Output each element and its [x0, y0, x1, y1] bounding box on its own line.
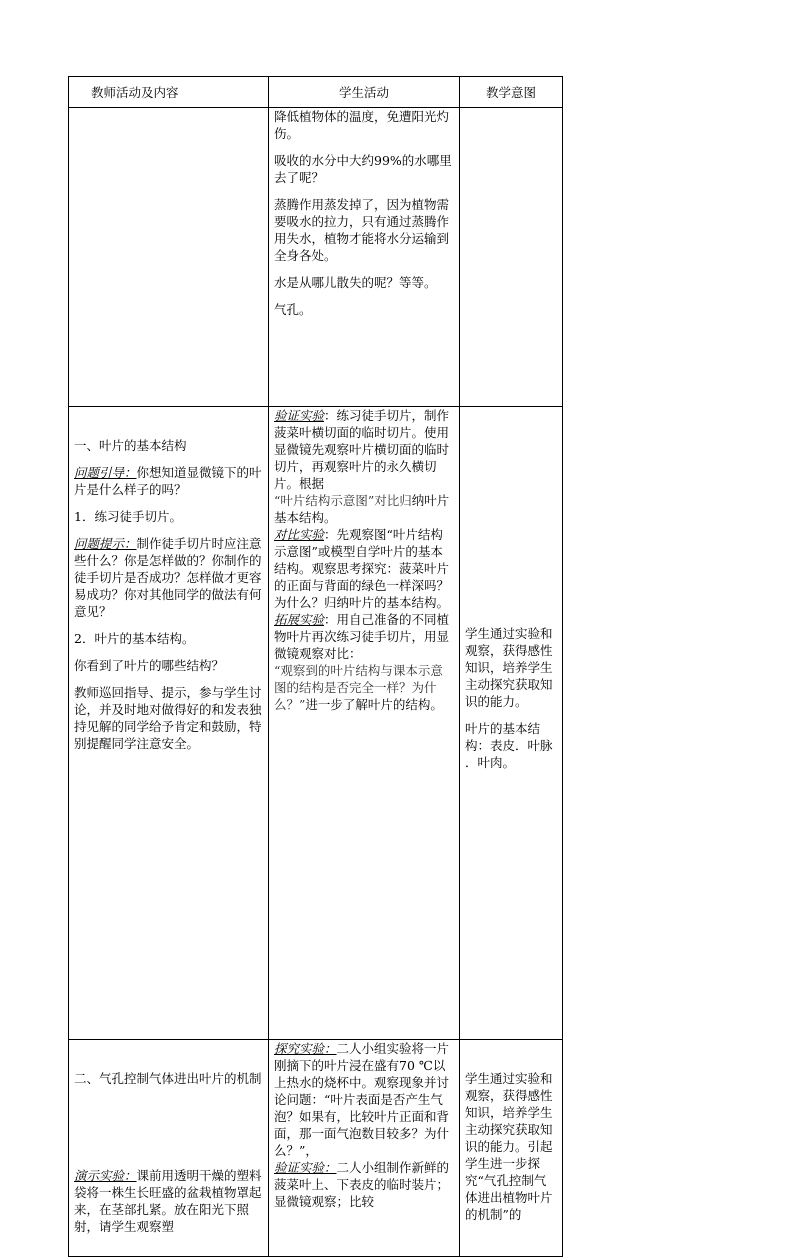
row2-student-cell [269, 407, 460, 1040]
table-row [69, 108, 563, 407]
row1-student-para: 降低植物体的温度，免遭阳光灼伤。 [274, 109, 450, 141]
demo-experiment [74, 1167, 263, 1235]
experiment-extend-label: 拓展实验 [274, 612, 325, 627]
experiment-explore [274, 1040, 454, 1159]
experiment-extend-text: ：用自己准备的不同植物叶片再次练习徒手切片，用显微镜观察对比： [274, 612, 450, 661]
row3-teacher-content [74, 1040, 263, 1256]
row1-student-para: 蒸腾作用蒸发掉了，因为植物需要吸水的拉力，只有通过蒸腾作用失水，植物才能将水分运输到全身各处。 [274, 197, 450, 263]
row2-teacher-cell [69, 407, 269, 1040]
section-title: 二、气孔控制气体进出叶片的机制 [74, 1071, 262, 1086]
experiment-verify [274, 1159, 454, 1210]
question-text: 你看到了叶片的哪些结构？ [74, 658, 225, 673]
experiment-verify-text: ：练习徒手切片，制作菠菜叶横切面的临时切片。使用显微镜先观察叶片横切面的临时切片，再观察叶片的永久横切片。根据 [274, 408, 450, 491]
step-item: 2．叶片的基本结构。 [74, 631, 195, 646]
experiment-extend-tail: 进一步了解叶片的结构。 [305, 697, 443, 712]
row3-intent-cell [460, 1040, 563, 1257]
header-row [69, 77, 563, 108]
row3-student-cell [269, 1040, 460, 1257]
question-hint-text: 制作徒手切片时应注意些什么？你是怎样做的？你制作的徒手切片是否成功？怎样做才更容易成功？你对其他同学的做法有何意见？ [74, 536, 262, 619]
experiment-explore-text: 二人小组实验将一片刚摘下的叶片浸在盛有70 ℃以上热水的烧杯中。观察现象并讨论问题：“叶片表面是否产生气泡？如果有，比较叶片正面和背面，那一面气泡数目较多？为什么？”， [274, 1041, 450, 1158]
row3-student-content [274, 1040, 454, 1256]
question-guide [74, 464, 263, 498]
experiment-explore-label: 探究实验： [274, 1041, 337, 1056]
teacher-guidance: 教师巡回指导、提示，参与学生讨论，并及时地对做得好的和发表独持见解的同学给予肯定和鼓励，特别提醒同学注意安全。 [74, 685, 262, 751]
intent-text: 学生通过实验和观察，获得感性知识，培养学生主动探究获取知识的能力。 [465, 626, 553, 709]
experiment-compare-label: 对比实验 [274, 527, 325, 542]
intent-text: 学生通过实验和观察，获得感性知识，培养学生主动探究获取知识的能力。引起学生进一步探究“气孔控制气体进出植物叶片的机制”的 [465, 1071, 553, 1222]
row1-teacher-cell [69, 108, 269, 407]
step-item: 1．练习徒手切片。 [74, 509, 182, 524]
header-intent: 教学意图 [460, 77, 563, 108]
lesson-plan-table [68, 76, 563, 1257]
experiment-verify-label: 验证实验： [274, 1160, 337, 1175]
experiment-compare [274, 526, 454, 611]
experiment-verify-tail: 纳叶片基本结构。 [274, 493, 450, 525]
table-row [69, 1040, 563, 1257]
row3-intent-content [465, 1040, 557, 1256]
experiment-verify-label: 验证实验 [274, 408, 325, 423]
experiment-extend [274, 611, 454, 713]
demo-experiment-text: 课前用透明干燥的塑料袋将一株生长旺盛的盆栽植物罩起来，在茎部扎紧。放在阳光下照射，请学生观察塑 [74, 1168, 262, 1234]
header-teacher: 教师活动及内容 [69, 77, 269, 108]
section-title: 一、叶片的基本结构 [74, 438, 187, 453]
experiment-verify-quote: “叶片结构示意图”对比归 [274, 493, 412, 508]
row1-intent-cell [460, 108, 563, 407]
header-student: 学生活动 [269, 77, 460, 108]
row1-student-para: 吸收的水分中大约99%的水哪里去了呢？ [274, 153, 452, 185]
question-guide-text: 你想知道显微镜下的叶片是什么样子的吗？ [74, 465, 262, 497]
experiment-compare-text: ：先观察图“叶片结构示意图”或模型自学叶片的基本结构。观察思考探究：菠菜叶片的正面与背面的绿色一样深吗？为什么？归纳叶片的基本结构。 [274, 527, 450, 610]
row2-intent-cell [460, 407, 563, 1040]
question-hint [74, 535, 263, 620]
row1-student-para: 水是从哪儿散失的呢？等等。 [274, 275, 437, 290]
demo-experiment-label: 演示实验： [74, 1168, 137, 1183]
row1-student-para: 气孔。 [274, 302, 312, 317]
question-hint-label: 问题提示： [74, 536, 137, 551]
intent-text: 叶片的基本结构：表皮．叶脉 ．叶肉。 [465, 721, 553, 770]
experiment-verify [274, 407, 454, 526]
row1-student-cell [269, 108, 460, 407]
question-guide-label: 问题引导： [74, 465, 137, 480]
table-row [69, 407, 563, 1040]
experiment-verify-text: 二人小组制作新鲜的菠菜叶上、下表皮的临时装片；显微镜观察；比较 [274, 1160, 450, 1209]
experiment-extend-quote: “观察到的叶片结构与课本示意图的结构是否完全一样？为什么？” [274, 663, 443, 712]
row3-teacher-cell [69, 1040, 269, 1257]
